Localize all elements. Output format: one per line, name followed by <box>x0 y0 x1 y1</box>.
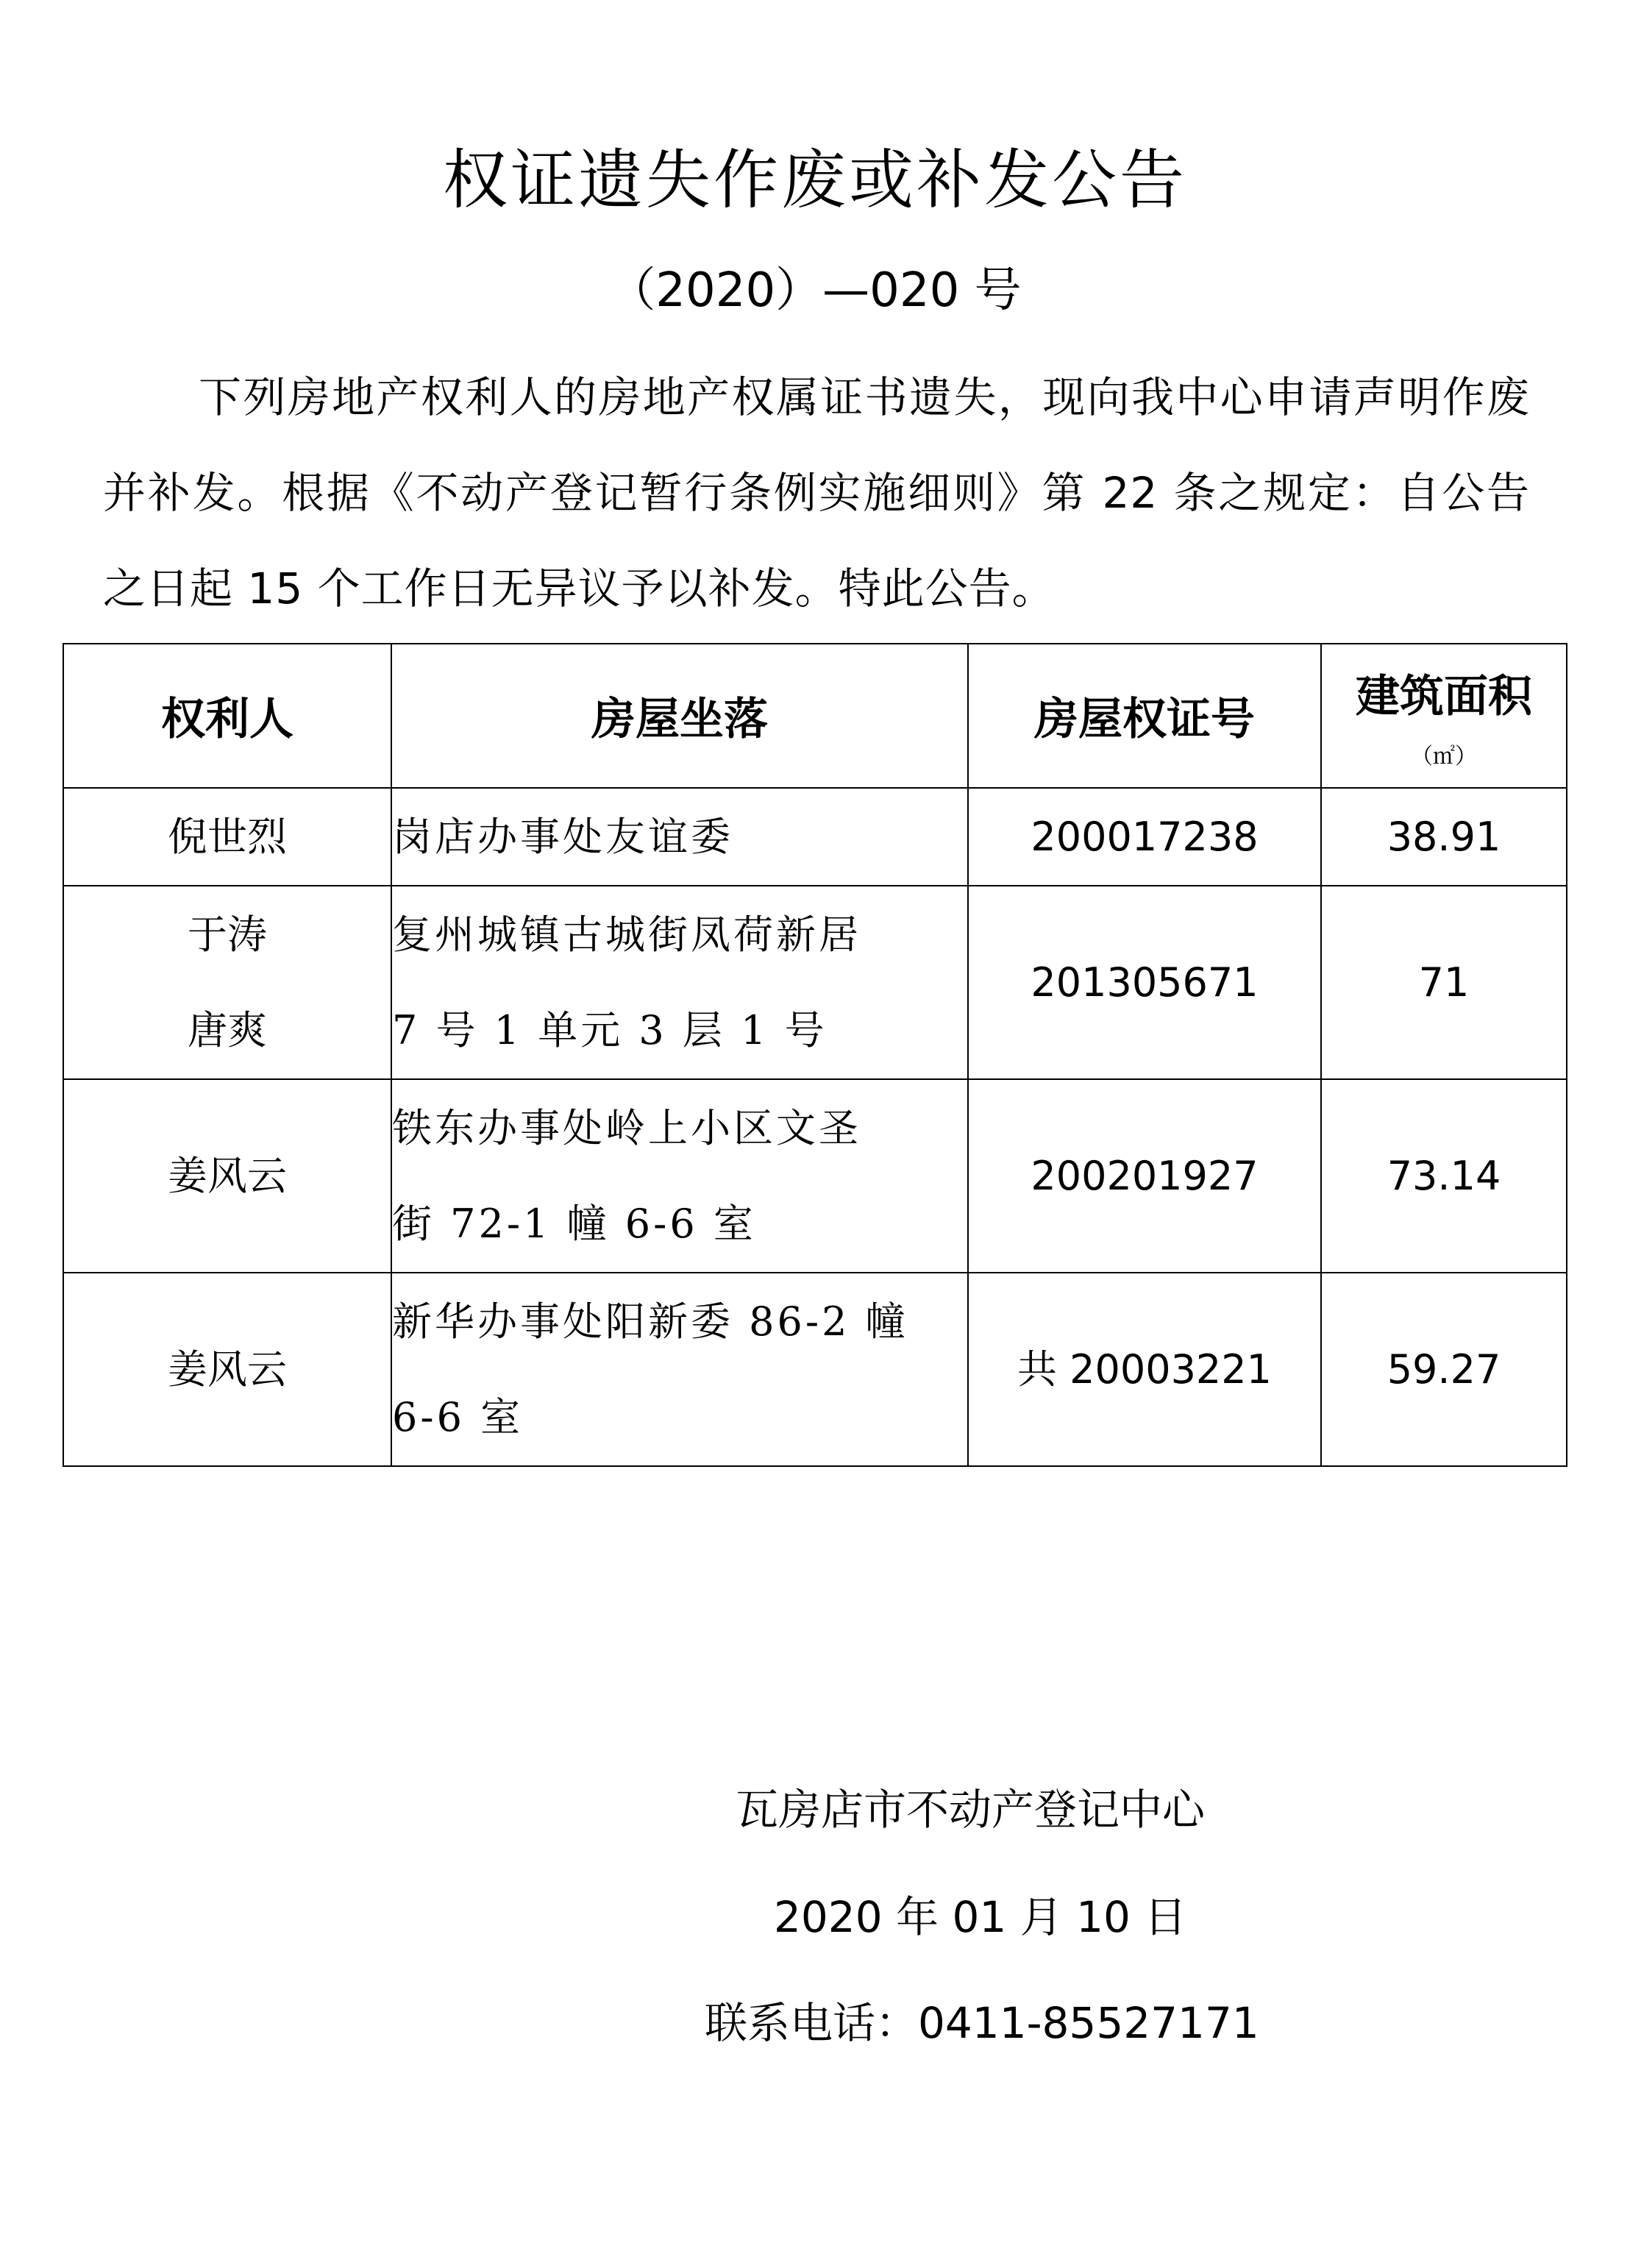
owner-name: 倪世烈 <box>168 813 287 860</box>
issuing-organization: 瓦房店市不动产登记中心 <box>736 1785 1206 1835</box>
location-line: 复州城镇古城街凤荷新居 <box>392 911 861 958</box>
notice-intro: 下列房地产权利人的房地产权属证书遗失，现向我中心申请声明作废并补发。根据《不动产登记暂行条例实施细则》第 22 条之规定：自公告之日起 15 个工作日无异议予以补发。特此公告。 <box>103 372 1530 614</box>
table-row <box>63 788 1567 886</box>
owner-cell <box>63 788 391 886</box>
owner-cell <box>63 1273 391 1466</box>
location-line: 7 号 1 单元 3 层 1 号 <box>392 1006 828 1053</box>
location-line: 岗店办事处友谊委 <box>392 813 733 860</box>
header-area-unit: （㎡） <box>1411 744 1477 769</box>
owner-name: 姜风云 <box>168 1152 287 1199</box>
location-line: 6-6 室 <box>392 1393 524 1440</box>
header-area-label: 建筑面积 <box>1356 671 1532 722</box>
area-value: 38.91 <box>1321 788 1567 886</box>
table-row <box>63 1079 1567 1273</box>
location-line: 街 72-1 幢 6-6 室 <box>392 1200 756 1247</box>
cert-number: 201305671 <box>968 886 1321 1079</box>
table-row <box>63 1273 1567 1466</box>
header-area <box>1321 644 1567 788</box>
records-body <box>63 788 1567 1466</box>
issue-date: 2020 年 01 月 10 日 <box>774 1892 1187 1942</box>
location-line: 铁东办事处岭上小区文圣 <box>392 1104 861 1151</box>
location-line: 新华办事处阳新委 86-2 幢 <box>392 1298 908 1345</box>
owner-name: 唐爽 <box>188 1006 267 1053</box>
header-location: 房屋坐落 <box>391 644 968 788</box>
owner-cell <box>63 1079 391 1273</box>
header-owner: 权利人 <box>63 644 391 788</box>
owner-name: 于涛 <box>188 911 267 958</box>
table-row <box>63 886 1567 1079</box>
location-cell <box>391 886 968 1079</box>
location-cell <box>391 788 968 886</box>
location-cell <box>391 1273 968 1466</box>
area-value: 73.14 <box>1321 1079 1567 1273</box>
cert-number: 200201927 <box>968 1079 1321 1273</box>
owner-cell <box>63 886 391 1079</box>
document-number: （2020）—020 号 <box>608 263 1022 318</box>
contact-phone: 联系电话：0411-85527171 <box>705 1998 1259 2048</box>
records-table <box>63 643 1567 1467</box>
cert-number: 200017238 <box>968 788 1321 886</box>
owner-name: 姜风云 <box>168 1345 287 1393</box>
header-cert: 房屋权证号 <box>968 644 1321 788</box>
area-value: 71 <box>1321 886 1567 1079</box>
cert-number: 共 20003221 <box>968 1273 1321 1466</box>
location-cell <box>391 1079 968 1273</box>
notice-title: 权证遗失作废或补发公告 <box>442 142 1187 218</box>
area-value: 59.27 <box>1321 1273 1567 1466</box>
table-header-row <box>63 644 1567 788</box>
